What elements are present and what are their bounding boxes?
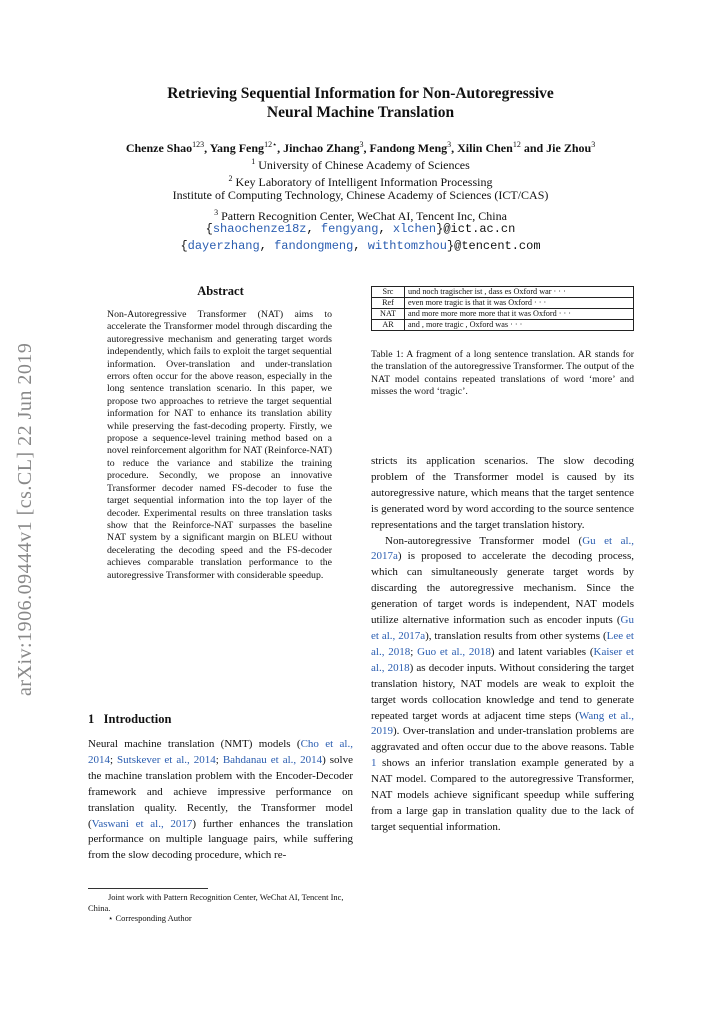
author-6: Jie Zhou$^3$ xyxy=(546,140,596,155)
email-line-tencent: {dayerzhang, fandongmeng, withtomzhou}@tencent.com xyxy=(180,239,541,253)
author-3: Jinchao Zhang$^3$, xyxy=(283,140,370,155)
email-line-ict: {shaochenze18z, fengyang, xlchen}@ict.ac.cn xyxy=(205,222,516,236)
table-1 xyxy=(371,286,634,331)
citation-link[interactable]: Wang et al., 2019 xyxy=(371,709,634,738)
table-1-caption: Table 1: A fragment of a long sentence translation. AR stands for the translation of the autoregressive Transformer. The output of the NAT model contains repeated translations of word ‘more’ and misses the word ‘tragic’. xyxy=(371,349,634,398)
table-row-text: even more tragic is that it was Oxford · · · xyxy=(405,298,634,309)
right-column-body xyxy=(371,454,634,836)
footnote-rule xyxy=(88,888,208,889)
citation-link[interactable]: Kaiser et al., 2018 xyxy=(371,645,634,674)
table-row-text: and , more tragic , Oxford was · · · xyxy=(405,320,634,331)
email-link[interactable]: fengyang xyxy=(320,222,379,236)
title-line-2: Neural Machine Translation xyxy=(266,104,455,121)
affiliation-1: $^1$ University of Chinese Academy of Sciences xyxy=(251,157,470,172)
author-1: Chenze Shao$^{123}$, xyxy=(125,140,210,155)
citation-link[interactable]: Sutskever et al., 2014 xyxy=(117,753,216,766)
table-row-key: AR xyxy=(372,320,405,331)
author-5: Xilin Chen$^{12}$ and xyxy=(457,140,547,155)
abstract-heading: Abstract xyxy=(197,284,244,298)
abstract-body: Non-Autoregressive Transformer (NAT) aims to accelerate the Transformer model through discarding the autoregressive mechanism and generating target words independently, which fails to exploit the target sequential information. Over-translation and under-translation errors often occur for the above reason, especially in the long sentence translation scenario. In this paper, we propose two approaches to retrieve the target sequential information for NAT to enhance its translation ability while preserving the fast-decoding property. Firstly, we propose a sequence-level training method based on a novel reinforcement algorithm for NAT (Reinforce-NAT) to reduce the variance and stabilize the training procedure. Secondly, we propose an innovative Transformer decoder named FS-decoder to fuse the target sequential information into the top layer of the decoder. Experimental results on three translation tasks show that the Reinforce-NAT surpasses the baseline NAT system by a significant margin on BLEU without decelerating the decoding speed and the FS-decoder achieves comparable translation performance to the autoregressive Transformer with considerable speedup. xyxy=(107,309,332,581)
section-heading-introduction: 1 Introduction xyxy=(88,712,172,726)
email-link[interactable]: fandongmeng xyxy=(274,239,354,253)
affiliation-2-institute: Institute of Computing Technology, Chinese Academy of Sciences (ICT/CAS) xyxy=(172,188,549,202)
title-line-1: Retrieving Sequential Information for Non-Autoregressive xyxy=(167,85,554,102)
arxiv-stamp: arXiv:1906.09444v1 [cs.CL] 22 Jun 2019 xyxy=(14,342,36,696)
citation-link[interactable]: Lee et al., 2018 xyxy=(371,629,634,658)
citation-link[interactable]: Cho et al., 2014 xyxy=(88,738,353,766)
table-row xyxy=(372,298,634,309)
email-link[interactable]: withtomzhou xyxy=(367,239,447,253)
affiliation-2: $^2$ Key Laboratory of Intelligent Information Processing xyxy=(228,174,493,189)
citation-link[interactable]: Guo et al., 2018 xyxy=(417,645,491,658)
intro-paragraph: Neural machine translation (NMT) models (Cho et al., 2014; Sutskever et al., 2014; Bahdanau et al., 2014) solve the machine translation problem with the Encoder-Decoder framework and achieve impressive performance on translation quality. Recently, the Transformer model (Vaswani et al., 2017) further enhances the translation performance on multiple language pairs, while suffering from the slow decoding procedure, which re- xyxy=(88,738,353,862)
email-link[interactable]: xlchen xyxy=(392,222,437,236)
author-2: Yang Feng$^{12⋆}$, xyxy=(209,140,284,155)
table-row-key: Ref xyxy=(372,298,405,309)
table-reference-link[interactable]: 1 xyxy=(371,757,377,770)
footnote-corresponding: ⋆ Corresponding Author xyxy=(108,913,192,923)
footnotes xyxy=(88,892,353,924)
footnote-joint-work: Joint work with Pattern Recognition Center, WeChat AI, Tencent Inc, China. xyxy=(88,892,344,913)
table-row-text: and more more more more that it was Oxford · · · xyxy=(405,309,634,320)
table-row-key: Src xyxy=(372,287,405,298)
author-4: Fandong Meng$^3$, xyxy=(369,140,458,155)
table-row-text: und noch tragischer ist , dass es Oxford war · · · xyxy=(405,287,634,298)
email-link[interactable]: dayerzhang xyxy=(187,239,260,253)
paragraph-continuation: stricts its application scenarios. The slow decoding problem of the Transformer model is caused by its autoregressive nature, which means that the target sentence is generated word by word according to the source sentence representations and the target translation history. xyxy=(371,455,634,531)
citation-link[interactable]: Bahdanau et al., 2014 xyxy=(222,753,323,766)
table-row xyxy=(372,320,634,331)
table-row-key: NAT xyxy=(372,309,405,320)
email-link[interactable]: shaochenze18z xyxy=(212,222,307,236)
table-row xyxy=(372,309,634,320)
citation-link[interactable]: Vaswani et al., 2017 xyxy=(91,817,193,830)
table-row xyxy=(372,287,634,298)
paragraph-nat: Non-autoregressive Transformer model (Gu et al., 2017a) is proposed to accelerate the decoding process, which can simultaneously generate target words by discarding the autoregressive mechanism. Since the generation of target words is independent, NAT models utilize alternative information such as encoder inputs (Gu et al., 2017a), translation results from other systems (Lee et al., 2018; Guo et al., 2018) and latent variables (Kaiser et al., 2018) as decoder inputs. Without considering the target translation history, NAT models are weak to exploit the target words collocation knowledge and tend to generate repeated target words at adjacent time steps (Wang et al., 2019). Over-translation and under-translation problems are aggravated and often occur due to the above reasons. Table 1 shows an inferior translation example generated by a NAT model. Compared to the autoregressive Transformer, NAT models achieve significant speedup while suffering from a large gap in translation quality due to the lack of target sequential information. xyxy=(371,534,635,833)
paper-title xyxy=(0,84,721,122)
citation-link[interactable]: Gu et al., 2017a xyxy=(371,534,635,563)
affiliation-3: $^3$ Pattern Recognition Center, WeChat AI, Tencent Inc, China xyxy=(214,208,507,223)
citation-link[interactable]: Gu et al., 2017a xyxy=(371,614,634,642)
